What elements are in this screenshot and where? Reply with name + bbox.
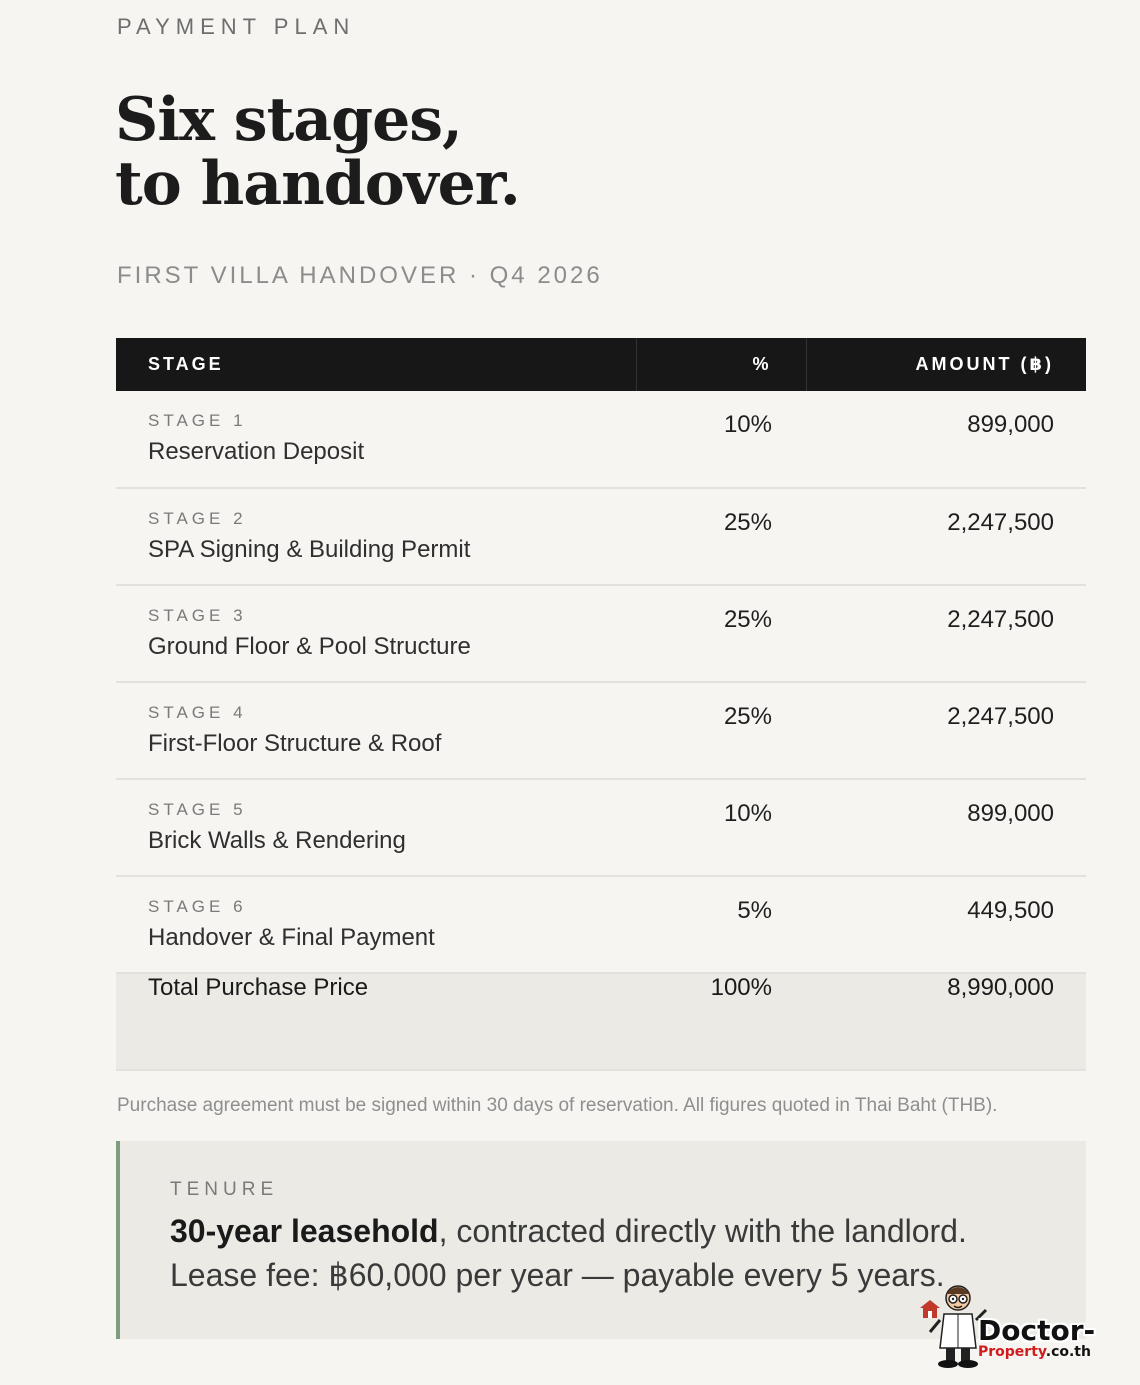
stage-name: First-Floor Structure & Roof	[148, 730, 442, 757]
stage-percent: 25%	[636, 585, 806, 682]
stage-amount: 2,247,500	[806, 585, 1086, 682]
tenure-highlight: 30-year leasehold	[170, 1213, 439, 1249]
title-line-2: to handover.	[115, 149, 520, 219]
stage-number: STAGE 3	[148, 606, 247, 625]
watermark-logo	[918, 1280, 1128, 1370]
table-row	[116, 682, 1086, 779]
stage-number: STAGE 5	[148, 800, 247, 819]
stage-percent: 10%	[636, 391, 806, 488]
header-stage: STAGE	[116, 338, 636, 391]
stage-cell	[116, 391, 636, 488]
stage-cell	[116, 876, 636, 973]
page-title	[115, 85, 520, 219]
stage-name: Reservation Deposit	[148, 438, 365, 465]
total-row	[116, 973, 1086, 1070]
stage-name: Brick Walls & Rendering	[148, 827, 406, 854]
table-row	[116, 585, 1086, 682]
stage-number: STAGE 6	[148, 897, 247, 916]
header-amount: AMOUNT (฿)	[806, 338, 1086, 391]
stage-number: STAGE 4	[148, 703, 247, 722]
stage-amount: 899,000	[806, 779, 1086, 876]
watermark-brand: Doctor-	[978, 1314, 1096, 1347]
total-label: Total Purchase Price	[116, 973, 636, 1070]
stage-percent: 25%	[636, 682, 806, 779]
payment-plan-table	[116, 338, 1086, 1071]
stage-amount: 2,247,500	[806, 488, 1086, 585]
stage-name: SPA Signing & Building Permit	[148, 536, 471, 563]
stage-name: Ground Floor & Pool Structure	[148, 633, 471, 660]
table-row	[116, 876, 1086, 973]
tenure-statement	[170, 1213, 967, 1250]
stage-cell	[116, 488, 636, 585]
total-percent: 100%	[636, 973, 806, 1070]
watermark-sub: Property	[978, 1344, 1046, 1360]
tenure-line1-rest: , contracted directly with the landlord.	[438, 1213, 967, 1249]
lease-fee-text: Lease fee: ฿60,000 per year — payable every 5 years.	[170, 1257, 945, 1293]
stage-amount: 899,000	[806, 391, 1086, 488]
watermark-domain	[978, 1344, 1091, 1360]
total-amount: 8,990,000	[806, 973, 1086, 1070]
table-header-row	[116, 338, 1086, 391]
stage-amount: 2,247,500	[806, 682, 1086, 779]
stage-amount: 449,500	[806, 876, 1086, 973]
table-row	[116, 779, 1086, 876]
table-row	[116, 391, 1086, 488]
tenure-label: TENURE	[170, 1179, 279, 1200]
stage-percent: 5%	[636, 876, 806, 973]
stage-cell	[116, 682, 636, 779]
stage-cell	[116, 585, 636, 682]
stage-percent: 25%	[636, 488, 806, 585]
handover-subtitle: FIRST VILLA HANDOVER · Q4 2026	[117, 262, 603, 289]
section-eyebrow: PAYMENT PLAN	[117, 14, 356, 39]
watermark-suffix: .co.th	[1045, 1344, 1091, 1360]
stage-name: Handover & Final Payment	[148, 924, 435, 951]
table-row	[116, 488, 1086, 585]
footnote: Purchase agreement must be signed within 30 days of reservation. All figures quoted in Thai Baht (THB).	[117, 1095, 998, 1116]
header-percent: %	[636, 338, 806, 391]
stage-percent: 10%	[636, 779, 806, 876]
stage-number: STAGE 2	[148, 509, 247, 528]
stage-number: STAGE 1	[148, 411, 247, 430]
title-line-1: Six stages,	[115, 85, 462, 155]
stage-cell	[116, 779, 636, 876]
